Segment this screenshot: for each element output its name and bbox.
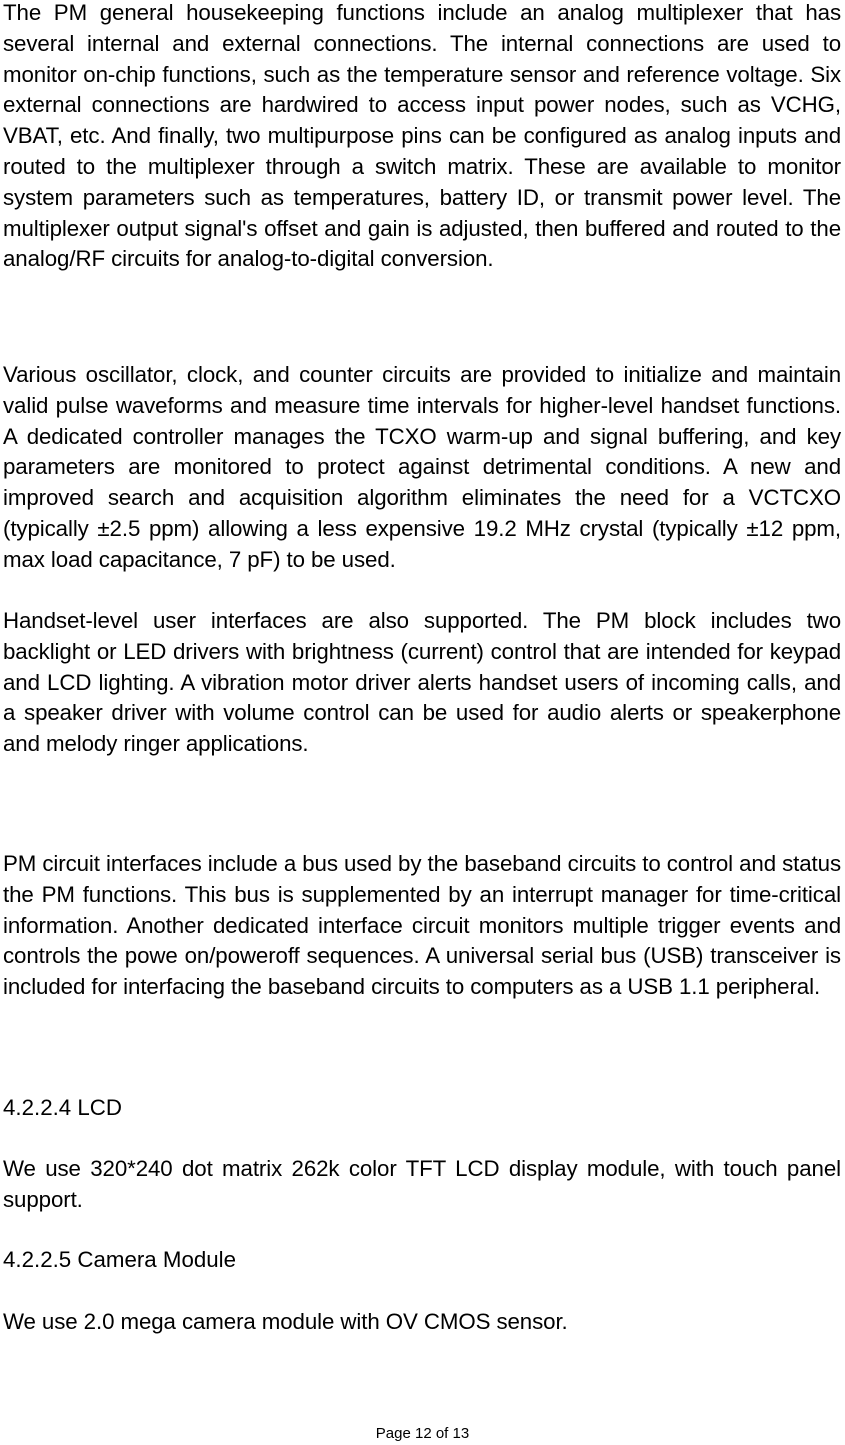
paragraph-pm-circuit-interfaces: PM circuit interfaces include a bus used by the baseband circuits to control and status the PM functions. This bus is supplemented by an interrupt manager for time-critical information. Another dedicated interface circuit monitors multiple trigger events and controls the powe on/poweroff sequences. A universal serial bus (USB) transceiver is included for interfacing the baseband circuits to computers as a USB 1.1 peripheral. xyxy=(3,851,841,1000)
page-number-footer: Page 12 of 13 xyxy=(375,1425,470,1442)
section-heading-camera-module: 4.2.2.5 Camera Module xyxy=(3,1247,237,1272)
paragraph-pm-housekeeping: The PM general housekeeping functions include an analog multiplexer that has several internal and external connections. The internal connections are used to monitor on-chip functions, such as the temperature sensor and reference voltage. Six external connections are hardwired to access input power nodes, such as VCHG, VBAT, etc. And finally, two multipurpose pins can be configured as analog inputs and routed to the multiplexer through a switch matrix. These are available to monitor system parameters such as temperatures, battery ID, or transmit power level. The multiplexer output signal's offset and gain is adjusted, then buffered and routed to the analog/RF circuits for analog-to-digital conversion. xyxy=(3,0,841,272)
paragraph-user-interfaces: Handset-level user interfaces are also supported. The PM block includes two backlight or LED drivers with brightness (current) control that are intended for keypad and LCD lighting. A vibration motor driver alerts handset users of incoming calls, and a speaker driver with volume control can be used for audio alerts or speakerphone and melody ringer applications. xyxy=(3,608,841,757)
section-heading-lcd: 4.2.2.4 LCD xyxy=(3,1095,122,1120)
paragraph-oscillator-clock: Various oscillator, clock, and counter circuits are provided to initialize and maintain valid pulse waveforms and measure time intervals for higher-level handset functions. A dedicated controller manages the TCXO warm-up and signal buffering, and key parameters are monitored to protect against detrimental conditions. A new and improved search and acquisition algorithm eliminates the need for a VCTCXO (typically ±2.5 ppm) allowing a less expensive 19.2 MHz crystal (typically ±12 ppm, max load capacitance, 7 pF) to be used. xyxy=(3,362,841,572)
paragraph-lcd: We use 320*240 dot matrix 262k color TFT LCD display module, with touch panel support. xyxy=(3,1156,841,1212)
paragraph-camera-module: We use 2.0 mega camera module with OV CMOS sensor. xyxy=(3,1309,568,1334)
